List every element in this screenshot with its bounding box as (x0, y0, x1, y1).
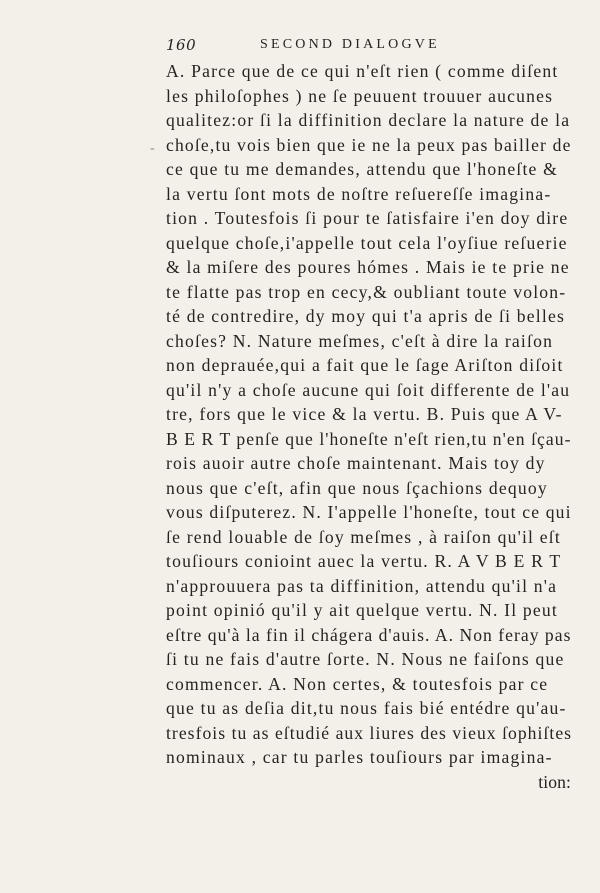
text-line: quelque choſe,i'appelle tout cela l'oyſiue reſuerie (166, 232, 568, 253)
text-line: qu'il n'y a choſe aucune qui ſoit differente de l'au (166, 379, 571, 400)
text-line: A. Parce que de ce qui n'eſt rien ( comme diſent (166, 61, 559, 81)
text-line: ſe rend louable de ſoy meſmes , à raiſon qu'il eſt (166, 526, 561, 547)
text-line: point opinió qu'il y ait quelque vertu. N. Il peut (166, 600, 559, 620)
text-line: touſiours conioint auec la vertu. R. A V B E R T (166, 551, 562, 571)
page-number: 160 (166, 36, 197, 54)
text-line: ſi tu ne fais d'autre ſorte. N. Nous ne faiſons que (166, 649, 565, 669)
text-line: que tu as deſia dit,tu nous fais bié entédre qu'au- (166, 698, 567, 718)
text-line: té de contredire, dy moy qui t'a apris de ſi belles (166, 306, 566, 326)
text-line: commencer. A. Non certes, & toutesfois par ce (166, 673, 549, 694)
text-line: nous que c'eſt, afin que nous ſçachions dequoy (166, 477, 548, 498)
text-line-catchword: tion: (538, 771, 571, 792)
text-line: n'approuuera pas ta diffinition, attendu qu'il n'a (166, 575, 558, 596)
running-title: SECOND DIALOGVE (260, 37, 440, 52)
text-line: ce que tu me demandes, attendu que l'honeſte & (166, 159, 559, 179)
page-header (166, 36, 571, 56)
text-line: te flatte pas trop en cecy,& oubliant toute volon- (166, 281, 567, 302)
text-line: choſes? N. Nature meſmes, c'eſt à dire la raiſon (166, 330, 554, 351)
text-line: B E R T penſe que l'honeſte n'eſt rien,tu n'en ſçau- (166, 428, 572, 449)
text-line: nominaux , car tu parles touſiours par imagina- (166, 747, 553, 767)
text-line: les philoſophes ) ne ſe peuuent trouuer aucunes (166, 85, 554, 106)
text-line: eſtre qu'à la fin il chágera d'auis. A. Non feray pas (166, 624, 572, 645)
text-line: vous diſputerez. N. I'appelle l'honeſte, tout ce qui (166, 502, 572, 522)
text-line: & la miſere des poures hómes . Mais ie te prie ne (166, 257, 570, 277)
text-line: tresfois tu as eſtudié aux liures des vieux ſophiſtes (166, 722, 573, 743)
margin-mark: - (150, 141, 155, 156)
text-line: tre, fors que le vice & la vertu. B. Puis que A V- (166, 404, 563, 424)
text-line: tion . Toutesfois ſi pour te ſatisfaire i'en doy dire (166, 208, 569, 228)
text-line: la vertu ſont mots de noſtre reſuereſſe imagina- (166, 183, 552, 204)
dialogue-text (166, 59, 571, 794)
text-line: choſe,tu vois bien que ie ne la peux pas bailler de (166, 134, 572, 155)
text-line: rois auoir autre choſe maintenant. Mais toy dy (166, 453, 546, 473)
text-line: qualitez:or ſi la diffinition declare la nature de la (166, 110, 571, 130)
text-line: non deprauée,qui a fait que le ſage Ariſton diſoit (166, 355, 564, 375)
